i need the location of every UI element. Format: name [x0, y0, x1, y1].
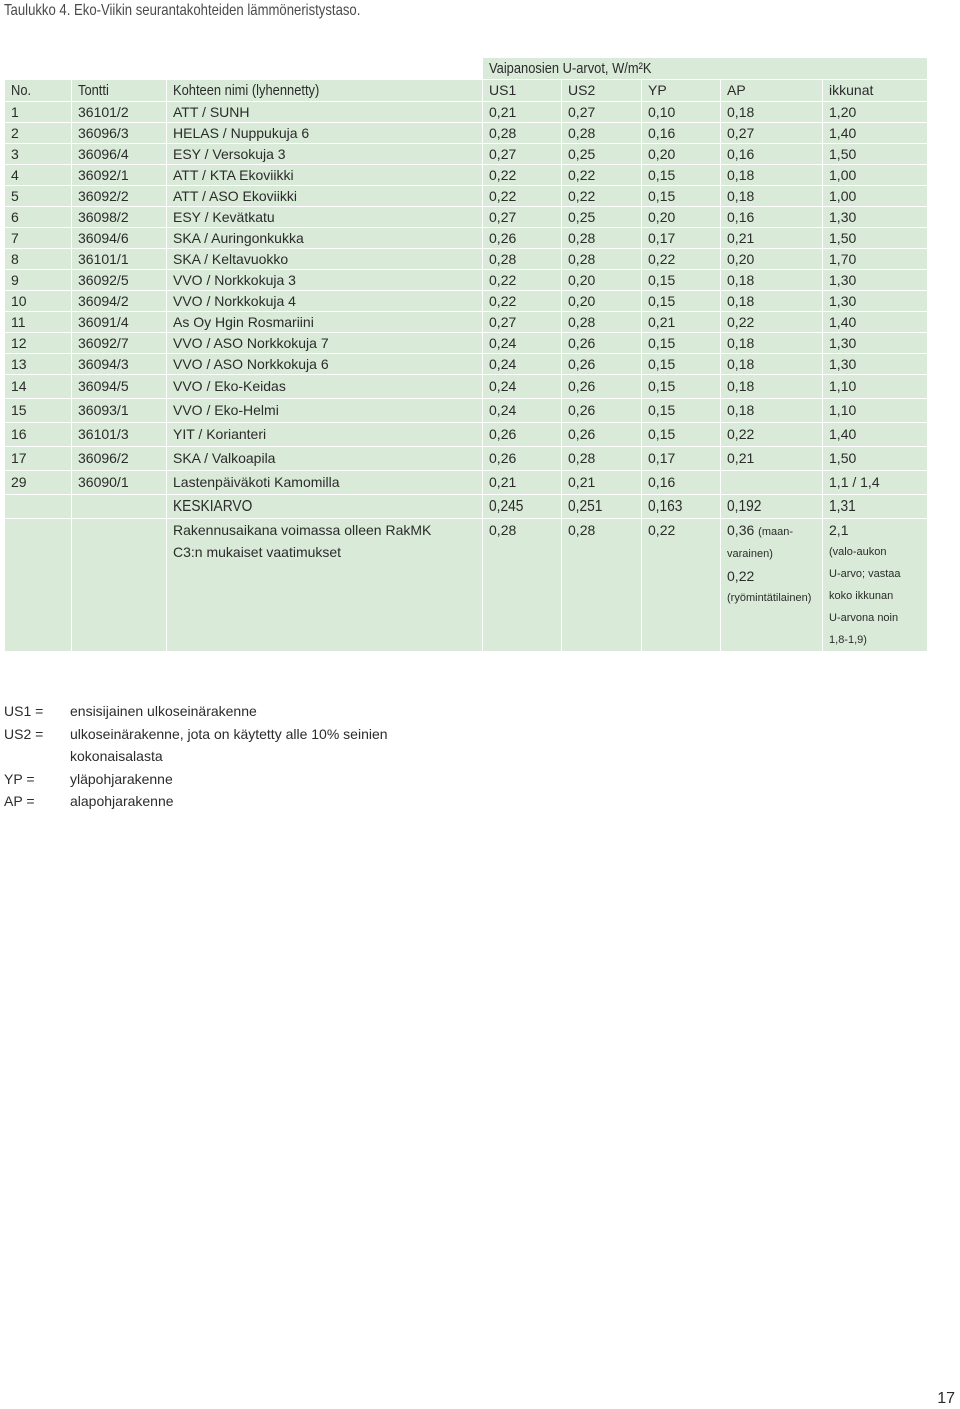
req-ap: 0,36 (maan- varainen) 0,22 (ryömintätilainen): [721, 519, 823, 652]
table-cell: 0,26: [483, 423, 562, 447]
table-cell: 0,15: [642, 423, 721, 447]
table-cell: 36098/2: [72, 207, 167, 228]
table-cell: 0,20: [562, 291, 642, 312]
table-cell: 1,20: [823, 102, 928, 123]
group-header: Vaipanosien U-arvot, W/m²K: [483, 58, 928, 80]
average-value: 0,245: [483, 495, 562, 519]
req-us1: 0,28: [483, 519, 562, 652]
table-cell: SKA / Auringonkukka: [167, 228, 483, 249]
table-cell: 0,24: [483, 333, 562, 354]
legend-key: AP =: [4, 793, 35, 809]
table-cell: 0,16: [721, 144, 823, 165]
table-cell: 0,15: [642, 399, 721, 423]
table-cell: 0,28: [562, 447, 642, 471]
table-cell: 1,50: [823, 228, 928, 249]
table-cell: 0,27: [483, 207, 562, 228]
table-cell: 36094/5: [72, 375, 167, 399]
table-cell: 0,16: [721, 207, 823, 228]
table-cell: 0,21: [483, 471, 562, 495]
table-cell: 1,40: [823, 312, 928, 333]
table-cell: VVO / ASO Norkkokuja 6: [167, 354, 483, 375]
legend-key: US2 =: [4, 725, 44, 742]
table-cell: 0,24: [483, 399, 562, 423]
table-cell: 0,17: [642, 228, 721, 249]
column-header-row: [5, 80, 928, 102]
table-cell: 0,18: [721, 333, 823, 354]
table-cell: 1,30: [823, 333, 928, 354]
table-cell: 1,50: [823, 144, 928, 165]
table-cell: 0,18: [721, 291, 823, 312]
table-cell: 0,15: [642, 375, 721, 399]
table-row: [5, 270, 928, 291]
table-cell: 0,15: [642, 270, 721, 291]
table-cell: 36091/4: [72, 312, 167, 333]
table-cell: 0,22: [562, 165, 642, 186]
table-cell: 12: [5, 333, 72, 354]
table-cell: 1,30: [823, 270, 928, 291]
table-cell: 0,27: [562, 102, 642, 123]
req-yp: 0,22: [642, 519, 721, 652]
col-header-us1: US1: [483, 80, 562, 102]
table-cell: 36094/2: [72, 291, 167, 312]
table-cell: HELAS / Nuppukuja 6: [167, 123, 483, 144]
table-cell: 1,1 / 1,4: [823, 471, 928, 495]
table-cell: As Oy Hgin Rosmariini: [167, 312, 483, 333]
table-cell: 1,40: [823, 123, 928, 144]
table-cell: 0,16: [642, 471, 721, 495]
table-cell: 0,21: [721, 447, 823, 471]
legend-item: [4, 768, 430, 791]
table-cell: 0,18: [721, 102, 823, 123]
table-cell: 36094/3: [72, 354, 167, 375]
table-cell: ESY / Versokuja 3: [167, 144, 483, 165]
table-row: [5, 471, 928, 495]
table-cell: 0,27: [483, 144, 562, 165]
table-cell: 1,50: [823, 447, 928, 471]
table-cell: 1,00: [823, 186, 928, 207]
table-cell: SKA / Keltavuokko: [167, 249, 483, 270]
table-row: [5, 186, 928, 207]
table-cell: 0,25: [562, 144, 642, 165]
table-cell: 0,16: [642, 123, 721, 144]
table-cell: 0,18: [721, 399, 823, 423]
table-cell: ATT / ASO Ekoviikki: [167, 186, 483, 207]
table-cell: 14: [5, 375, 72, 399]
table-row: [5, 123, 928, 144]
table-cell: 0,26: [562, 354, 642, 375]
table-cell: 36101/1: [72, 249, 167, 270]
table-row: [5, 375, 928, 399]
table-cell: 0,28: [562, 249, 642, 270]
table-title: Taulukko 4. Eko-Viikin seurantakohteiden lämmöneristystaso.: [4, 2, 361, 19]
table-cell: 0,21: [721, 228, 823, 249]
table-cell: 36092/7: [72, 333, 167, 354]
table-cell: 0,18: [721, 375, 823, 399]
table-cell: 5: [5, 186, 72, 207]
table-cell: 36092/2: [72, 186, 167, 207]
average-label: KESKIARVO: [167, 495, 483, 519]
table-cell: SKA / Valkoapila: [167, 447, 483, 471]
table-cell: 7: [5, 228, 72, 249]
table-cell: 0,22: [483, 270, 562, 291]
table-cell: 0,15: [642, 165, 721, 186]
col-header-yp: YP: [642, 80, 721, 102]
table-cell: 11: [5, 312, 72, 333]
legend-item: [4, 790, 430, 813]
legend-key: US1 =: [4, 703, 44, 719]
table-cell: 0,26: [562, 333, 642, 354]
col-header-us2: US2: [562, 80, 642, 102]
table-cell: 0,20: [642, 144, 721, 165]
legend-key: [4, 745, 70, 768]
table-cell: 0,15: [642, 333, 721, 354]
table-cell: 36090/1: [72, 471, 167, 495]
table-cell: 0,10: [642, 102, 721, 123]
table-cell: 1,10: [823, 375, 928, 399]
table-cell: 0,28: [483, 249, 562, 270]
table-cell: 0,18: [721, 186, 823, 207]
group-header-row: [5, 58, 928, 80]
table-cell: 36096/4: [72, 144, 167, 165]
legend-item: [4, 723, 430, 746]
table-cell: 0,24: [483, 354, 562, 375]
table-cell: 0,18: [721, 354, 823, 375]
table-cell: 0,15: [642, 354, 721, 375]
table-cell: 1,40: [823, 423, 928, 447]
table-row: [5, 291, 928, 312]
table-cell: 0,15: [642, 291, 721, 312]
legend-item: [4, 700, 430, 723]
table-cell: 6: [5, 207, 72, 228]
table-cell: 0,22: [483, 186, 562, 207]
table-cell: 0,28: [562, 228, 642, 249]
table-cell: 0,22: [642, 249, 721, 270]
req-us2: 0,28: [562, 519, 642, 652]
table-cell: 0,28: [562, 312, 642, 333]
table-cell: 1,00: [823, 165, 928, 186]
table-row: [5, 144, 928, 165]
table-cell: 15: [5, 399, 72, 423]
table-cell: 0,25: [562, 207, 642, 228]
table-cell: 0,22: [721, 423, 823, 447]
table-cell: 36093/1: [72, 399, 167, 423]
table-cell: VVO / Eko-Helmi: [167, 399, 483, 423]
table-cell: 0,17: [642, 447, 721, 471]
table-cell: 8: [5, 249, 72, 270]
table-cell: 36101/2: [72, 102, 167, 123]
col-header-ap: AP: [721, 80, 823, 102]
legend-value: ulkoseinärakenne, jota on käytetty alle 10% seinien: [70, 725, 388, 742]
table-row: [5, 399, 928, 423]
table-cell: 0,22: [483, 291, 562, 312]
average-value: 0,163: [642, 495, 721, 519]
table-cell: 4: [5, 165, 72, 186]
table-cell: 0,20: [562, 270, 642, 291]
table-cell: 36096/2: [72, 447, 167, 471]
legend: [4, 700, 430, 813]
table-cell: 1,30: [823, 291, 928, 312]
table-row: [5, 207, 928, 228]
table-cell: VVO / Eko-Keidas: [167, 375, 483, 399]
table-cell: 0,26: [562, 423, 642, 447]
table-cell: 29: [5, 471, 72, 495]
col-header-name: Kohteen nimi (lyhennetty): [167, 80, 483, 102]
table-cell: 1,10: [823, 399, 928, 423]
table-cell: 1,30: [823, 207, 928, 228]
legend-item: [4, 745, 430, 768]
requirements-row: [5, 519, 928, 652]
average-value: 0,192: [721, 495, 823, 519]
legend-value: ensisijainen ulkoseinärakenne: [70, 703, 257, 719]
table-cell: 3: [5, 144, 72, 165]
table-cell: 16: [5, 423, 72, 447]
table-cell: 0,21: [562, 471, 642, 495]
table-cell: 36101/3: [72, 423, 167, 447]
col-header-no: No.: [5, 80, 72, 102]
table-cell: 0,24: [483, 375, 562, 399]
table-cell: 0,20: [642, 207, 721, 228]
table-cell: 0,20: [721, 249, 823, 270]
table-cell: 36092/1: [72, 165, 167, 186]
table-cell: Lastenpäiväkoti Kamomilla: [167, 471, 483, 495]
table-cell: 1,30: [823, 354, 928, 375]
table-cell: 17: [5, 447, 72, 471]
table-row: [5, 165, 928, 186]
table-cell: [721, 471, 823, 495]
col-header-tontti: Tontti: [72, 80, 167, 102]
table-cell: ESY / Kevätkatu: [167, 207, 483, 228]
table-row: [5, 228, 928, 249]
table-cell: 0,18: [721, 165, 823, 186]
table-cell: 0,26: [483, 228, 562, 249]
table-row: [5, 249, 928, 270]
table-row: [5, 333, 928, 354]
table-cell: 0,22: [562, 186, 642, 207]
table-cell: 0,21: [483, 102, 562, 123]
table-cell: 0,27: [721, 123, 823, 144]
average-row: [5, 495, 928, 519]
table-row: [5, 423, 928, 447]
table-cell: 0,15: [642, 186, 721, 207]
table-cell: ATT / KTA Ekoviikki: [167, 165, 483, 186]
table-cell: 0,26: [562, 375, 642, 399]
table-cell: 0,28: [562, 123, 642, 144]
table-cell: 36094/6: [72, 228, 167, 249]
legend-key: YP =: [4, 770, 35, 787]
table-cell: 0,22: [721, 312, 823, 333]
table-cell: 1,70: [823, 249, 928, 270]
table-cell: 0,27: [483, 312, 562, 333]
col-header-ikkunat: ikkunat: [823, 80, 928, 102]
req-ikkunat: 2,1 (valo-aukon U-arvo; vastaa koko ikkunan U-arvona noin 1,8-1,9): [823, 519, 928, 652]
legend-value: kokonaisalasta: [70, 748, 163, 764]
table-cell: 10: [5, 291, 72, 312]
u-value-table: [4, 57, 928, 652]
table-cell: ATT / SUNH: [167, 102, 483, 123]
legend-value: alapohjarakenne: [70, 793, 174, 809]
table-cell: 0,26: [562, 399, 642, 423]
table-row: [5, 447, 928, 471]
table-row: [5, 312, 928, 333]
table-cell: 13: [5, 354, 72, 375]
table-cell: 36092/5: [72, 270, 167, 291]
table-row: [5, 354, 928, 375]
table-cell: YIT / Korianteri: [167, 423, 483, 447]
table-cell: 0,28: [483, 123, 562, 144]
table-cell: 0,21: [642, 312, 721, 333]
page-number: 17: [937, 1390, 955, 1407]
requirements-label: Rakennusaikana voimassa olleen RakMK C3:n mukaiset vaatimukset: [167, 519, 483, 652]
table-cell: 0,22: [483, 165, 562, 186]
table-cell: 2: [5, 123, 72, 144]
table-cell: 1: [5, 102, 72, 123]
table-cell: 0,26: [483, 447, 562, 471]
table-row: [5, 102, 928, 123]
table-cell: VVO / Norkkokuja 3: [167, 270, 483, 291]
average-value: 1,31: [823, 495, 928, 519]
legend-value: yläpohjarakenne: [70, 770, 173, 787]
table-cell: 0,18: [721, 270, 823, 291]
table-cell: 9: [5, 270, 72, 291]
table-cell: VVO / Norkkokuja 4: [167, 291, 483, 312]
table-cell: VVO / ASO Norkkokuja 7: [167, 333, 483, 354]
average-value: 0,251: [562, 495, 642, 519]
table-cell: 36096/3: [72, 123, 167, 144]
